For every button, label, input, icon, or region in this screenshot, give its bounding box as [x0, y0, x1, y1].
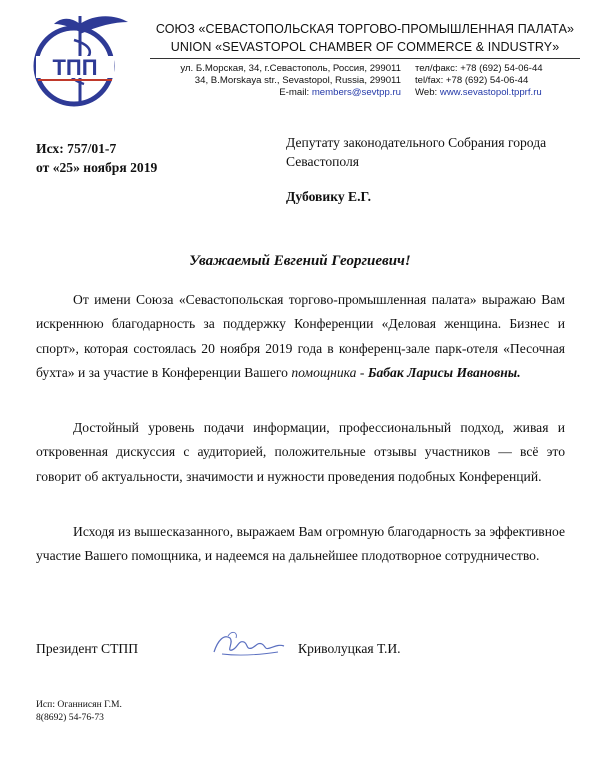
addressee: Дубовику Е.Г.: [286, 189, 372, 204]
web-link[interactable]: www.sevastopol.tpprf.ru: [439, 87, 542, 98]
address-ru: ул. Б.Морская, 34, г.Севастополь, Россия, 299011: [180, 63, 401, 74]
recipient-line-2: Севастополя: [286, 153, 360, 169]
recipient-block: [286, 134, 586, 171]
caduceus-logo-icon: [24, 10, 136, 110]
signatory-role: Президент СТПП: [36, 641, 139, 656]
paragraph-2: Достойный уровень подачи информации, профессиональный подход, живая и откровенная дискуссия с аудиторией, положительные отзывы участников — всё это говорит об актуальности, значимости и нужности проведения подобных Конференций.: [36, 420, 565, 484]
paragraph-3: Исходя из вышесказанного, выражаем Вам огромную благодарность за эффективное участие Вашего помощника, и надеемся на дальнейшее плодотворное сотрудничество.: [36, 524, 565, 564]
email-label: E-mail:: [279, 87, 310, 98]
salutation: Уважаемый Евгений Георгиевич!: [189, 253, 411, 269]
email-line: [180, 87, 401, 99]
recipient-line-1: Депутату законодательного Собрания города: [286, 135, 547, 150]
paragraph-1: [36, 288, 565, 385]
org-name-en: UNION «SEVASTOPOL CHAMBER OF COMMERCE & INDUSTRY»: [170, 40, 560, 54]
phone-fax-en: tel/fax: +78 (692) 54-06-44: [415, 75, 529, 86]
executor-block: [36, 698, 122, 724]
reference-block: [36, 140, 157, 177]
svg-text:ТПП: ТПП: [52, 55, 98, 80]
address-block: [180, 63, 401, 99]
paragraph-1-helper-name: Бабак Ларисы Ивановны.: [367, 364, 521, 380]
web-label: Web:: [415, 87, 438, 98]
outgoing-number: Исх: 757/01-7: [36, 141, 117, 156]
web-line: [415, 87, 543, 99]
executor-phone: 8(8692) 54-76-73: [36, 712, 104, 723]
org-name-ru: СОЮЗ «СЕВАСТОПОЛЬСКАЯ ТОРГОВО-ПРОМЫШЛЕННАЯ ПАЛАТА»: [155, 22, 575, 36]
signatory-name: Криволуцкая Т.И.: [298, 641, 401, 656]
chamber-logo: [24, 10, 136, 110]
executor-name: Исп: Оганнисян Г.М.: [36, 699, 122, 710]
handwritten-signature: [208, 626, 288, 662]
letter-date: от «25» ноября 2019: [36, 159, 158, 175]
letterhead-divider: [150, 58, 580, 59]
paragraph-1-text: От имени Союза «Севастопольская торгово-промышленная палата» выражаю Вам искреннюю благодарность за поддержку Конференции «Деловая женщина. Бизнес и спорт», которая состоялась 20 ноября 2019 года в конференц-зале парк-отеля «Песочная бухта» и за участие в Конференции Вашего: [36, 292, 565, 380]
phone-fax-ru: тел/факс: +78 (692) 54-06-44: [415, 63, 543, 74]
contact-block: [415, 63, 543, 99]
paragraph-1-helper: помощника -: [291, 364, 365, 380]
email-link[interactable]: members@sevtpp.ru: [311, 87, 401, 98]
address-en: 34, B.Morskaya str., Sevastopol, Russia, 299011: [194, 75, 401, 86]
signature-icon: [208, 626, 288, 662]
